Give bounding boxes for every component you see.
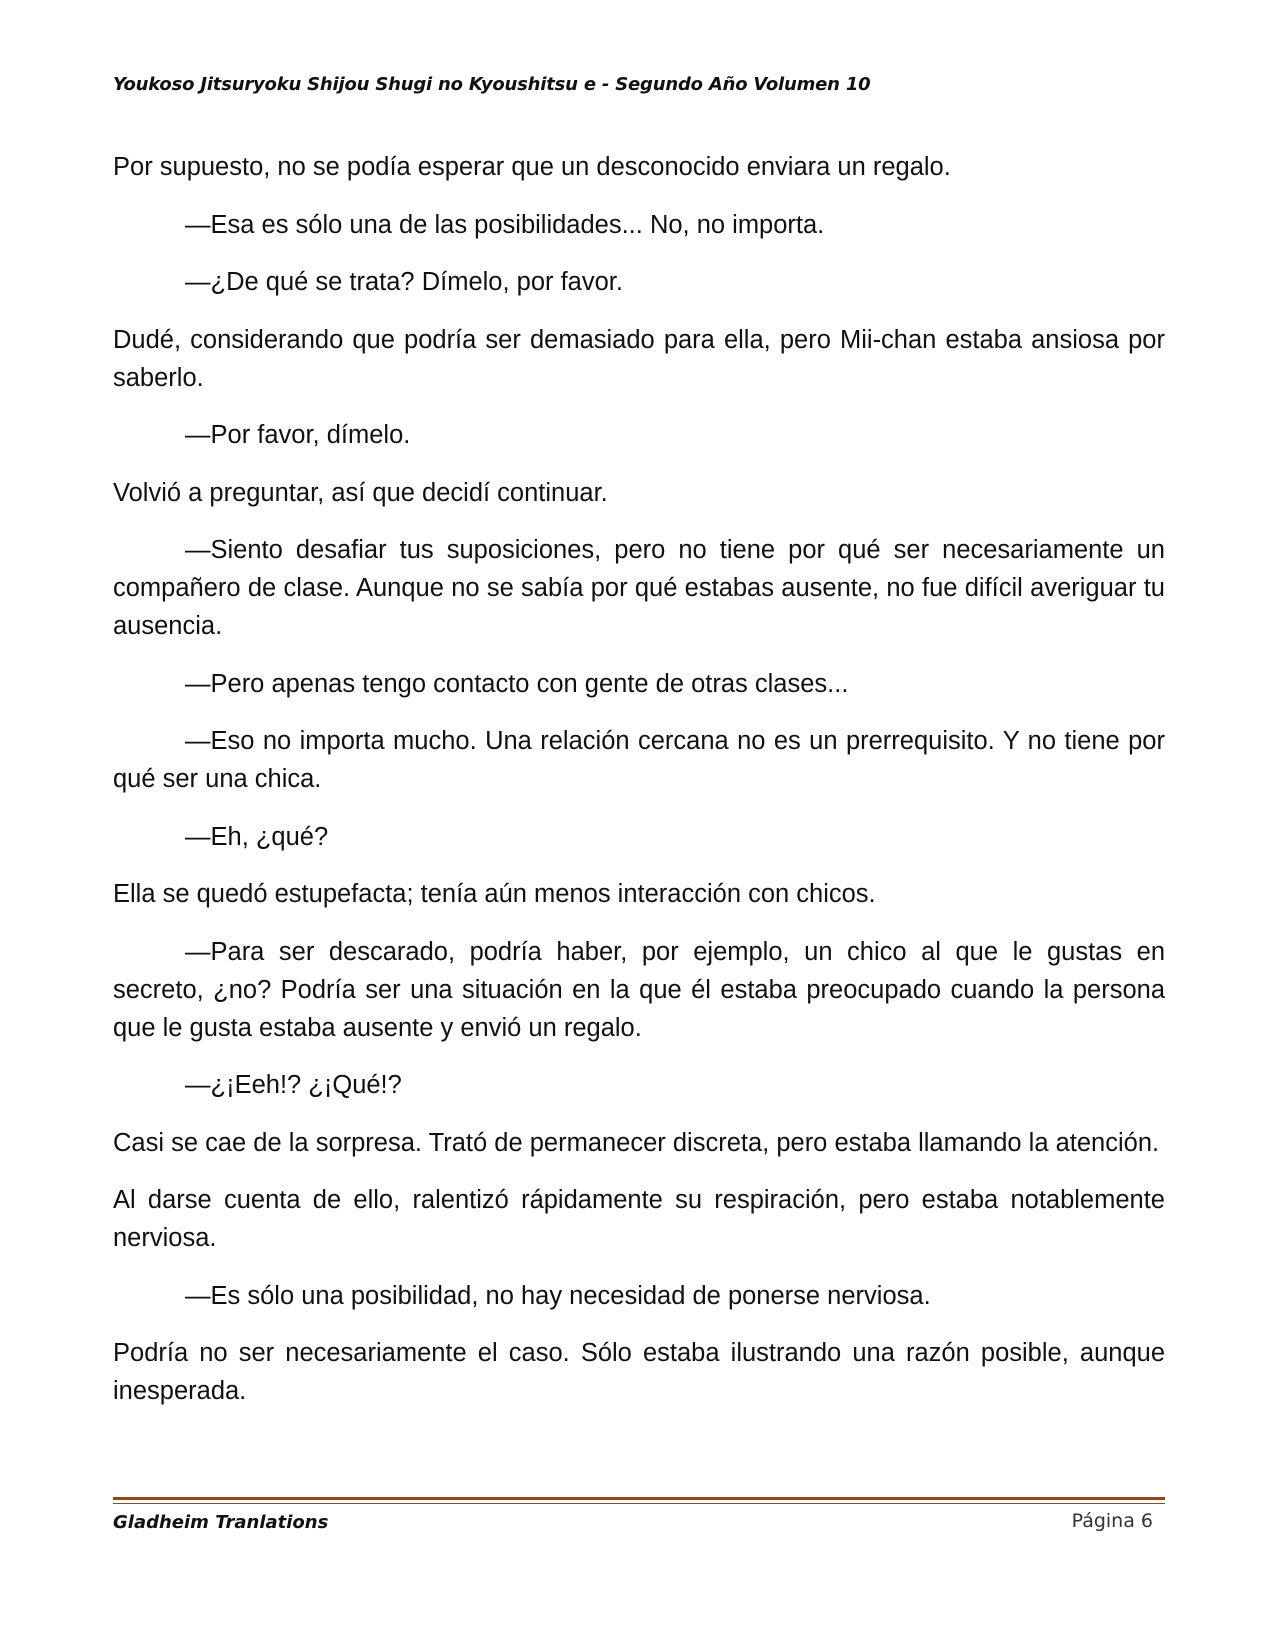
paragraph-3: —¿De qué se trata? Dímelo, por favor.: [185, 268, 623, 296]
paragraph-17: Podría no ser necesariamente el caso. Sólo estaba ilustrando una razón posible, aunque inesperada.: [113, 1339, 1165, 1405]
running-header: Youkoso Jitsuryoku Shijou Shugi no Kyoushitsu e - Segundo Año Volumen 10: [113, 74, 871, 95]
paragraph-7: —Siento desafiar tus suposiciones, pero no tiene por qué ser necesariamente un compañero de clase. Aunque no se sabía por qué estabas ausente, no fue difícil averiguar tu ausencia.: [113, 536, 1165, 640]
paragraph-15: Al darse cuenta de ello, ralentizó rápidamente su respiración, pero estaba notablemente nerviosa.: [113, 1186, 1165, 1252]
page-body: [113, 148, 1165, 1430]
paragraph-10: —Eh, ¿qué?: [185, 822, 329, 851]
paragraph-6: Volvió a preguntar, así que decidí continuar.: [113, 478, 608, 507]
footer-publisher: Gladheim Tranlations: [113, 1512, 329, 1533]
footer-rule-thin: [113, 1503, 1165, 1504]
paragraph-14: Casi se cae de la sorpresa. Trató de permanecer discreta, pero estaba llamando la atención.: [113, 1128, 1160, 1157]
paragraph-9: —Eso no importa mucho. Una relación cercana no es un prerrequisito. Y no tiene por qué ser una chica.: [113, 727, 1165, 793]
paragraph-16: —Es sólo una posibilidad, no hay necesidad de ponerse nerviosa.: [185, 1281, 931, 1310]
paragraph-11: Ella se quedó estupefacta; tenía aún menos interacción con chicos.: [113, 880, 876, 908]
page-number: Página 6: [1071, 1510, 1153, 1532]
paragraph-5: —Por favor, dímelo.: [185, 421, 411, 449]
paragraph-13: —¿¡Eeh!? ¿¡Qué!?: [185, 1071, 402, 1099]
paragraph-8: —Pero apenas tengo contacto con gente de otras clases...: [185, 669, 849, 698]
paragraph-12: —Para ser descarado, podría haber, por ejemplo, un chico al que le gustas en secreto, ¿no? Podría ser una situación en la que él estaba preocupado cuando la persona que le gusta estaba ausente y envió un regalo.: [113, 937, 1165, 1042]
footer-rule-thick: [113, 1497, 1165, 1500]
paragraph-2: —Esa es sólo una de las posibilidades... No, no importa.: [185, 210, 825, 239]
paragraph-1: Por supuesto, no se podía esperar que un desconocido enviara un regalo.: [113, 153, 951, 181]
paragraph-4: Dudé, considerando que podría ser demasiado para ella, pero Mii-chan estaba ansiosa por saberlo.: [113, 325, 1165, 392]
